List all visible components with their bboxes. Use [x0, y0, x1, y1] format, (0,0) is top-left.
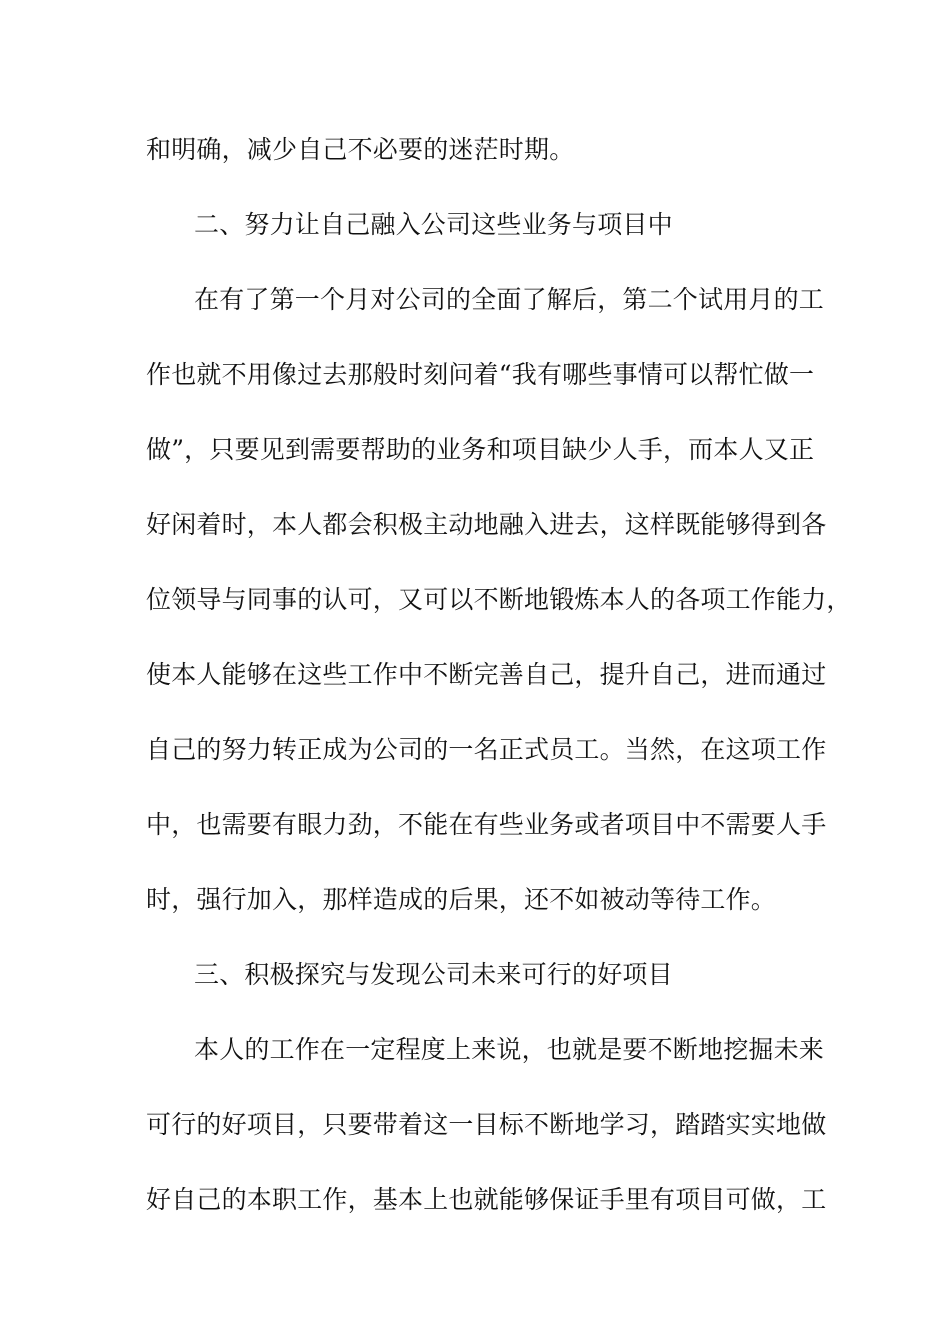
paragraph-line: 位领导与同事的认可，又可以不断地锻炼本人的各项工作能力， — [146, 585, 852, 614]
paragraph-line: 可行的好项目，只要带着这一目标不断地学习，踏踏实实地做 — [146, 1110, 827, 1139]
section-heading: 二、努力让自己融入公司这些业务与项目中 — [194, 210, 673, 239]
paragraph-line: 本人的工作在一定程度上来说，也就是要不断地挖掘未来 — [194, 1035, 825, 1064]
section-heading: 三、积极探究与发现公司未来可行的好项目 — [194, 960, 673, 989]
paragraph-line: 好自己的本职工作，基本上也就能够保证手里有项目可做，工 — [146, 1185, 827, 1214]
paragraph-line: 做”，只要见到需要帮助的业务和项目缺少人手，而本人又正 — [146, 435, 815, 464]
paragraph-line: 使本人能够在这些工作中不断完善自己，提升自己，进而通过 — [146, 660, 827, 689]
paragraph-line: 和明确，减少自己不必要的迷茫时期。 — [146, 135, 575, 164]
paragraph-line: 自己的努力转正成为公司的一名正式员工。当然，在这项工作 — [146, 735, 827, 764]
paragraph-line: 时，强行加入，那样造成的后果，还不如被动等待工作。 — [146, 885, 777, 914]
paragraph-line: 作也就不用像过去那般时刻问着“我有哪些事情可以帮忙做一 — [146, 360, 815, 389]
paragraph-line: 好闲着时，本人都会积极主动地融入进去，这样既能够得到各 — [146, 510, 827, 539]
paragraph-line: 中，也需要有眼力劲，不能在有些业务或者项目中不需要人手 — [146, 810, 827, 839]
paragraph-line: 在有了第一个月对公司的全面了解后，第二个试用月的工 — [194, 285, 825, 314]
